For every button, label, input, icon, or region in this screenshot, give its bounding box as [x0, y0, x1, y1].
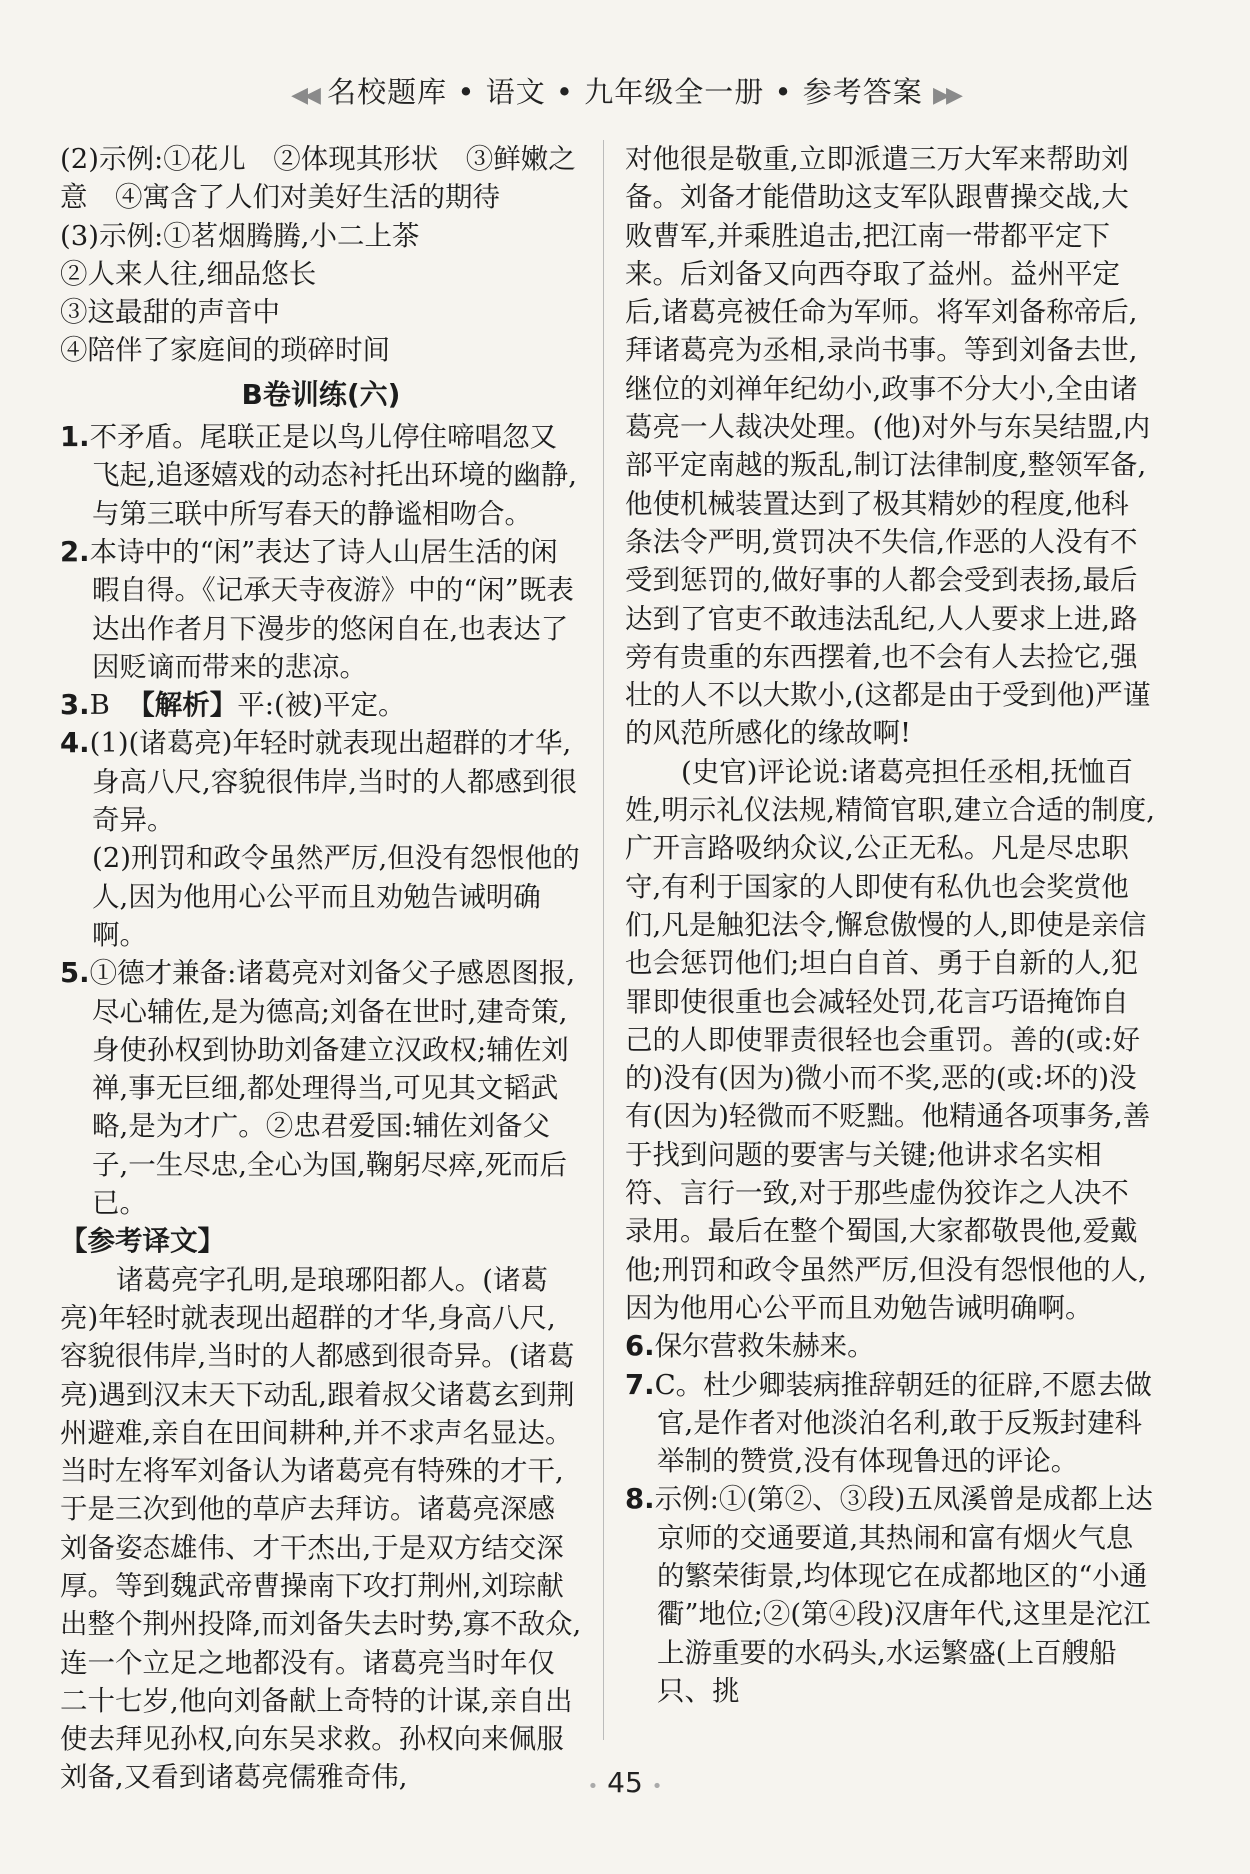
right-arrows-icon: ▶▶ [933, 83, 959, 108]
question-4-part-2: (2)刑罚和政令虽然严厉,但没有怨恨他的人,因为他用心公平而且劝勉告诫明确啊。 [92, 842, 580, 951]
question-number: 4. [60, 727, 90, 760]
question-7 [625, 1366, 1155, 1481]
question-1 [60, 418, 582, 533]
column-divider [603, 140, 604, 1740]
question-number: 8. [625, 1483, 655, 1516]
analysis-tag: 【解析】 [127, 689, 238, 722]
answer-line: ④陪伴了家庭间的琐碎时间 [60, 334, 390, 367]
answer-text: 不矛盾。尾联正是以鸟儿停住啼唱忽又飞起,追逐嬉戏的动态衬托出环境的幽静,与第三联中所写春天的静谧相吻合。 [89, 421, 577, 530]
question-number: 5. [60, 957, 90, 990]
translation-paragraph: 对他很是敬重,立即派遣三万大军来帮助刘备。刘备才能借助这支军队跟曹操交战,大败曹军,并乘胜追击,把江南一带都平定下来。后刘备又向西夺取了益州。益州平定后,诸葛亮被任命为军师。将军刘备称帝后,拜诸葛亮为丞相,录尚书事。等到刘备去世,继位的刘禅年纪幼小,政事不分大小,全由诸葛亮一人裁决处理。(他)对外与东吴结盟,内部平定南越的叛乱,制订法律制度,整领军备,他使机械装置达到了极其精妙的程度,他科条法令严明,赏罚决不失信,作恶的人没有不受到惩罚的,做好事的人都会受到表扬,最后达到了官吏不敢违法乱纪,人人要求上进,路旁有贵重的东西摆着,也不会有人去捡它,强壮的人不以大欺小,(这都是由于受到他)严谨的风范所感化的缘故啊! [625, 143, 1151, 750]
reference-title: 【参考译文】 [60, 1225, 225, 1258]
page-header [0, 70, 1250, 111]
answer-text: (1)(诸葛亮)年轻时就表现出超群的才华,身高八尺,容貌很伟岸,当时的人都感到很奇异。 [89, 727, 577, 837]
question-6 [625, 1327, 1155, 1365]
left-column [60, 140, 582, 1797]
question-number: 1. [60, 421, 90, 454]
dot-ornament-icon: • [651, 1776, 663, 1797]
header-title: 名校题库 • 语文 • 九年级全一册 • 参考答案 [327, 75, 923, 109]
answer-choice: B [89, 689, 110, 722]
answer-text: ①德才兼备:诸葛亮对刘备父子感恩图报,尽心辅佐,是为德高;刘备在世时,建奇策,身使孙权到协助刘备建立汉政权;辅佐刘禅,事无巨细,都处理得当,可见其文韬武略,是为才广。②忠君爱国:辅佐刘备父子,一生尽忠,全心为国,鞠躬尽瘁,死而后已。 [89, 957, 576, 1220]
section-title: B卷训练(六) [241, 377, 401, 411]
answer-text: 平:(被)平定。 [237, 689, 406, 722]
answer-text: 保尔营救朱赫来。 [654, 1330, 875, 1363]
reference-translation: 诸葛亮字孔明,是琅琊阳都人。(诸葛亮)年轻时就表现出超群的才华,身高八尺,容貌很伟岸,当时的人都感到很奇异。(诸葛亮)遇到汉末天下动乱,跟着叔父诸葛玄到荆州避难,亲自在田间耕种,并不求声名显达。当时左将军刘备认为诸葛亮有特殊的才干,于是三次到他的草庐去拜访。诸葛亮深感刘备姿态雄伟、才干杰出,于是双方结交深厚。等到魏武帝曹操南下攻打荆州,刘琮献出整个荆州投降,而刘备失去时势,寡不敌众,连一个立足之地都没有。诸葛亮当时年仅二十七岁,他向刘备献上奇特的计谋,亲自出使去拜见孙权,向东吴求救。孙权向来佩服刘备,又看到诸葛亮儒雅奇伟, [60, 1263, 582, 1794]
dot-ornament-icon: • [587, 1776, 599, 1797]
answer-line: ③这最甜的声音中 [60, 296, 280, 329]
question-number: 7. [625, 1368, 655, 1401]
question-5 [60, 954, 582, 1222]
answer-text: 示例:①(第②、③段)五凤溪曾是成都上达京师的交通要道,其热闹和富有烟火气息的繁荣街景,均体现它在成都地区的“小通衢”地位;②(第④段)汉唐年代,这里是沱江上游重要的水码头,水运繁盛(上百艘船只、挑 [654, 1483, 1153, 1707]
question-number: 2. [60, 535, 90, 568]
page-number [575, 1766, 675, 1799]
question-number: 6. [625, 1330, 655, 1363]
answer-line: (2)示例:①花儿 ②体现其形状 ③鲜嫩之意 ④寓含了人们对美好生活的期待 [60, 143, 576, 214]
answer-line: (3)示例:①茗烟腾腾,小二上茶 [60, 219, 420, 252]
question-4 [60, 724, 582, 839]
question-number: 3. [60, 689, 90, 722]
question-8 [625, 1480, 1155, 1710]
question-3 [60, 686, 582, 724]
left-arrows-icon: ◀◀ [291, 83, 317, 108]
right-column [625, 140, 1155, 1710]
question-2 [60, 533, 582, 686]
answer-line: ②人来人往,细品悠长 [60, 257, 317, 290]
page-number-value: 45 [607, 1766, 643, 1799]
answer-text: 本诗中的“闲”表达了诗人山居生活的闲暇自得。《记承天寺夜游》中的“闲”既表达出作者月下漫步的悠闲自在,也表达了因贬谪而带来的悲凉。 [89, 535, 574, 683]
commentary-paragraph: (史官)评论说:诸葛亮担任丞相,抚恤百姓,明示礼仪法规,精简官职,建立合适的制度,广开言路吸纳众议,公正无私。凡是尽忠职守,有利于国家的人即使有私仇也会奖赏他们,凡是触犯法令,懈怠傲慢的人,即使是亲信也会惩罚他们;坦白自首、勇于自新的人,犯罪即使很重也会减轻处罚,花言巧语掩饰自己的人即使罪责很轻也会重罚。善的(或:好的)没有(因为)微小而不奖,恶的(或:坏的)没有(因为)轻微而不贬黜。他精通各项事务,善于找到问题的要害与关键;他讲求名实相符、言行一致,对于那些虚伪狡诈之人决不录用。最后在整个蜀国,大家都敬畏他,爱戴他;刑罚和政令虽然严厉,但没有怨恨他的人,因为他用心公平而且劝勉告诫明确啊。 [625, 755, 1155, 1324]
answer-text: C。杜少卿装病推辞朝廷的征辟,不愿去做官,是作者对他淡泊名利,敢于反叛封建科举制的赞赏,没有体现鲁迅的评论。 [654, 1368, 1152, 1478]
